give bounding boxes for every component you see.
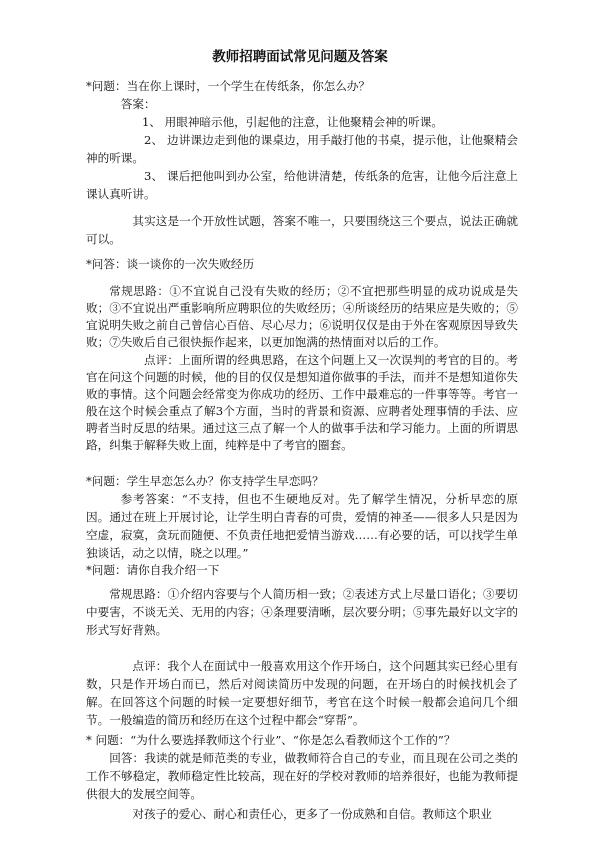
document-title: 教师招聘面试常见问题及答案 [212, 49, 388, 65]
q1-answer-label: 答案： [120, 97, 156, 111]
q2-thinking: 常规思路：①不宜说自己没有失败的经历；②不宜把那些明显的成功说成是失败；③不宜说出严重影响所应聘职位的失败经历；④所谈经历的结果应是失败的；⑤宜说明失败之前自己曾信心百倍、尽心尽力；⑥说明仅仅是由于外在客观原因导致失败；⑦失败后自己很快振作起来，以更加饱满的热情面对以后的工作。 [86, 284, 518, 349]
q3-question: *问题：学生早恋怎么办？你支持学生早恋吗？ [86, 474, 324, 488]
q1-item-2: 2、 边讲课边走到他的课桌边，用手敲打他的书桌，提示他，让他聚精会神的听课。 [86, 133, 518, 165]
q3-answer: 参考答案：“不支持，但也不生硬地反对。先了解学生情况，分析早恋的原因。通过在班上开展讨论，让学生明白青春的可贵，爱情的神圣——很多人只是因为空虚，寂寞，贪玩而随便、不负责任地把爱情当游戏……有必要的话，可以找学生单独谈话，动之以情，晓之以理。” [86, 492, 518, 560]
q5-question: * 问题：“为什么要选择教师这个行业”、“你是怎么看教师这个工作的”？ [86, 733, 456, 747]
q5-continuation: 对孩子的爱心、耐心和责任心，更多了一份成熟和自信。教师这个职业 [132, 807, 492, 821]
q4-thinking: 常规思路：①介绍内容要与个人简历相一致；②表述方式上尽量口语化；③要切中要害，不谈无关、无用的内容；④条理要清晰，层次要分明；⑤事先最好以文字的形式写好背熟。 [86, 587, 518, 637]
q2-comment: 点评：上面所谓的经典思路，在这个问题上又一次误判的考官的目的。考官在问这个问题的时候，他的目的仅仅是想知道你做事的手法，而并不是想知道你失败的事情。这个问题会经常变为你成功的经历、工作中最难忘的一件事等等。考官一般在这个时候会重点了解3个方面，当时的背景和资源、应聘者处理事情的手法、应聘者当时反思的结果。通过这三点了解一个人的做事手法和学习能力。上面的所谓思路，纠集于解释失败上面，纯粹是中了考官的圈套。 [86, 353, 518, 452]
q1-note: 其实这是一个开放性试题，答案不唯一，只要围绕这三个要点，说法正确就可以。 [86, 214, 518, 246]
q1-question: *问题：当在你上课时，一个学生在传纸条，你怎么办？ [86, 79, 371, 93]
q1-item-1: 1、 用眼神暗示他，引起他的注意，让他聚精会神的听课。 [142, 115, 443, 129]
q5-answer: 回答：我读的就是师范类的专业，做教师符合自己的专业，而且现在公司之类的工作不够稳定，教师稳定性比较高，现在好的学校对教师的培养很好，也能为教师提供很大的发展空间等。 [86, 751, 518, 801]
q4-question: *问题：请你自我介绍一下 [86, 563, 220, 577]
q4-comment: 点评：我个人在面试中一般喜欢用这个作开场白，这个问题其实已经心里有数，只是作开场白而已，然后对阅读简历中发现的问题，在开场白的时候找机会了解。在回答这个问题的时候一定要想好细节，考官在这个时候一般都会追问几个细节。一般编造的简历和经历在这个过程中都会“穿帮”。 [86, 659, 518, 727]
q2-question: *问答：谈一谈你的一次失败经历 [86, 257, 255, 271]
q1-item-3: 3、 课后把他叫到办公室，给他讲清楚，传纸条的危害，让他今后注意上课认真听讲。 [86, 169, 518, 201]
